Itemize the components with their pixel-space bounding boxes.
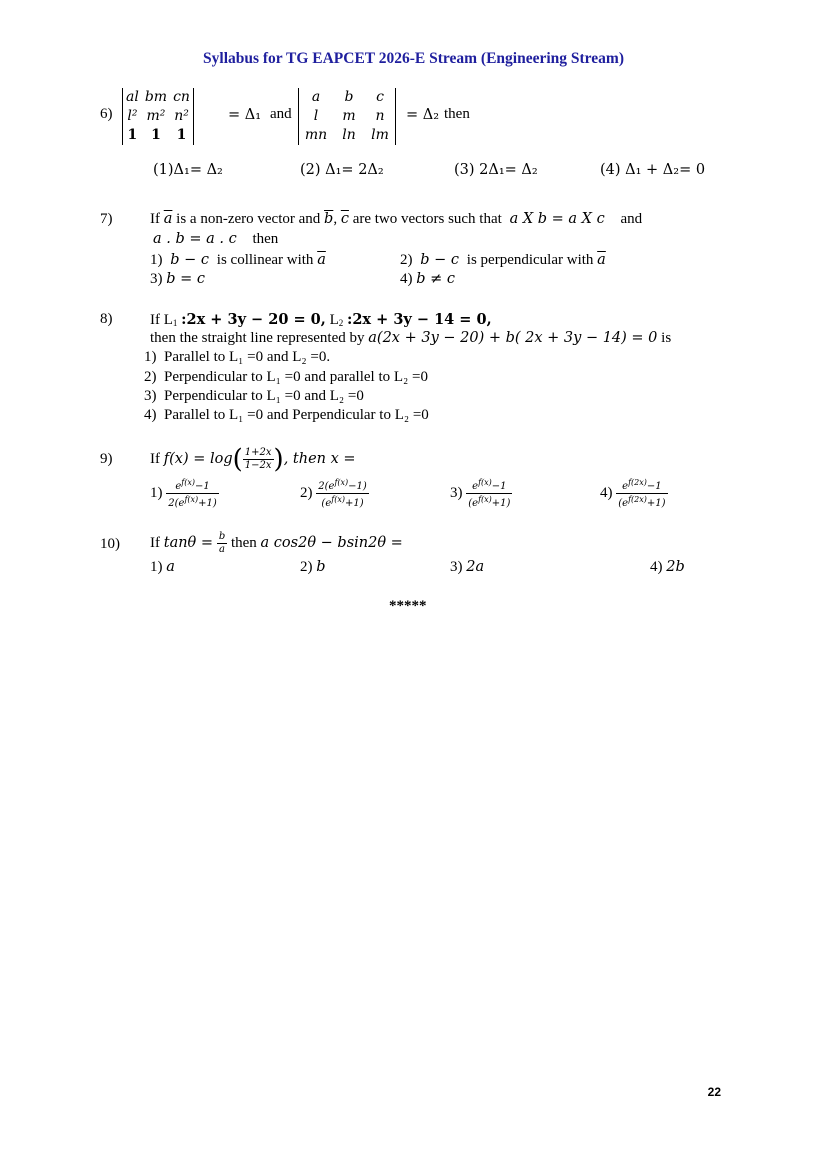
question-number: 9) [100, 451, 113, 467]
question-number: 8) [100, 311, 113, 327]
question-text: If $L_1$ :2x + 3y − 20 = 0, $L_2$ :2x + 3y − 14 = 0, [150, 311, 492, 328]
option-4: 4) 2b [650, 559, 685, 575]
page-number: 22 [707, 1085, 721, 1099]
determinant-2: a b c l m n mn ln lm [298, 88, 396, 145]
question-text: If f(x) = log( $\frac{1+2x}{1-2x}$ ), then x = [150, 444, 356, 475]
option-2: 2) b − c is perpendicular with $\overline{a}$ [400, 252, 606, 268]
determinant-1: al bm cn l² m² n² 1 1 1 [122, 88, 194, 145]
question-number: 10) [100, 536, 120, 552]
question-number: 7) [100, 211, 113, 227]
option-2: 2) b [300, 559, 326, 575]
option-3: 3) 2a [450, 559, 485, 575]
option-3: 3) Perpendicular to L₁ =0 and L₂ =0 [144, 388, 364, 404]
option-4: (4) Δ₁ + Δ₂= 0 [600, 162, 706, 178]
option-4: 4) Parallel to L₁ =0 and Perpendicular to L₂ =0 [144, 407, 429, 423]
page-title: Syllabus for TG EAPCET 2026-E Stream (Engineering Stream) [203, 50, 624, 67]
option-2: (2) Δ₁= 2Δ₂ [300, 162, 384, 178]
question-number: 6) [100, 106, 113, 122]
option-1: (1)Δ₁= Δ₂ [153, 162, 223, 178]
option-4: 4) b ≠ c [400, 271, 456, 287]
question-text: If tanθ = $\frac{b}{a}$ then a cos2θ − bsin2θ = [150, 531, 403, 556]
option-3: (3) 2Δ₁= Δ₂ [454, 162, 538, 178]
option-2: 2) Perpendicular to L₁ =0 and parallel to L₂ =0 [144, 369, 428, 385]
question-text-line-2: a . b = a . c then [153, 231, 279, 247]
delta-1-eq: = Δ₁ [228, 107, 262, 123]
question-text-line-2: then the straight line represented by a(2x + 3y − 20) + b( 2x + 3y − 14) = 0 is [150, 330, 672, 346]
and-text: and [270, 106, 292, 122]
option-4: 4) $\frac{e^{f(2x)}-1}{(e^{f(2x)}+1)}$ [600, 478, 666, 509]
then-text: then [444, 106, 470, 122]
option-3: 3) b = c [150, 271, 206, 287]
option-2: 2) $\frac{2(e^{f(x)}-1)}{(e^{f(x)}+1)}$ [300, 478, 367, 509]
option-3: 3) $\frac{e^{f(x)}-1}{(e^{f(x)}+1)}$ [450, 478, 511, 509]
option-1: 1) b − c is collinear with $\overline{a}$ [150, 252, 326, 268]
end-stars: ***** [389, 598, 427, 614]
delta-2-eq: = Δ₂ [406, 107, 440, 123]
option-1: 1) a [150, 559, 175, 575]
option-1: 1) Parallel to L₁ =0 and L₂ =0. [144, 349, 331, 365]
option-1: 1) $\frac{e^{f(x)}-1}{2(e^{f(x)}+1)}$ [150, 478, 217, 509]
question-text: If $\overline{a}$ is a non-zero vector and $\overline{b}$, $\overline{c}$ are two vectors such that a X b = a X c and [150, 211, 643, 227]
